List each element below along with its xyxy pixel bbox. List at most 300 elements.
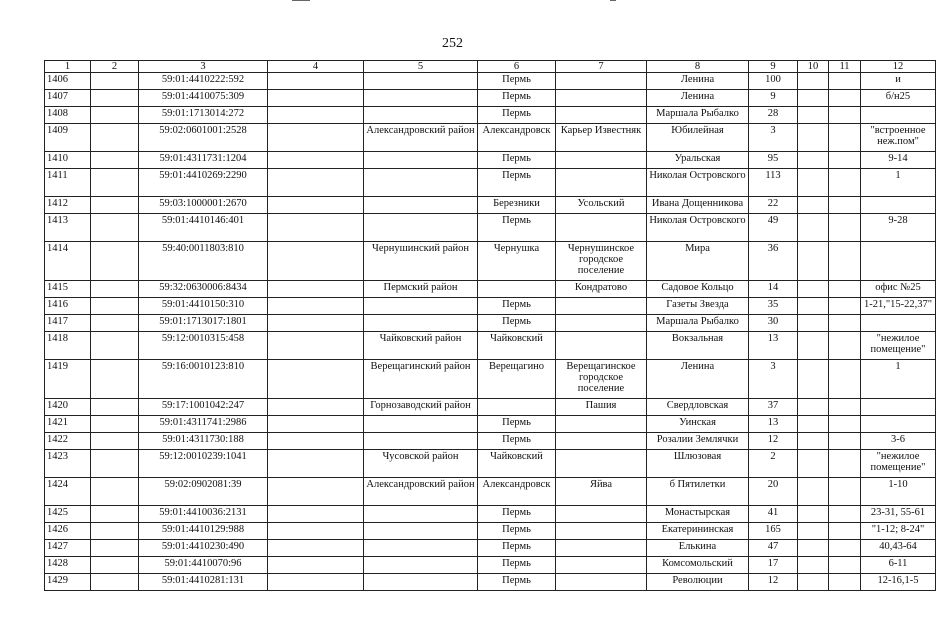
table-cell bbox=[91, 574, 139, 591]
table-cell bbox=[829, 478, 861, 506]
table-cell: 1-10 bbox=[861, 478, 936, 506]
column-header: 5 bbox=[364, 61, 478, 73]
table-cell bbox=[829, 242, 861, 281]
table-cell bbox=[861, 197, 936, 214]
table-cell: 3 bbox=[749, 124, 798, 152]
table-cell: 17 bbox=[749, 557, 798, 574]
table-cell bbox=[91, 152, 139, 169]
table-cell: 1409 bbox=[45, 124, 91, 152]
table-cell bbox=[556, 90, 647, 107]
table-cell: Пермь bbox=[478, 523, 556, 540]
table-cell bbox=[798, 450, 829, 478]
table-cell: Березники bbox=[478, 197, 556, 214]
table-cell bbox=[556, 73, 647, 90]
table-cell: 1407 bbox=[45, 90, 91, 107]
table-cell bbox=[798, 152, 829, 169]
header-row bbox=[45, 61, 936, 73]
table-cell bbox=[364, 433, 478, 450]
table-cell: Чусовской район bbox=[364, 450, 478, 478]
table-cell: 12-16,1-5 bbox=[861, 574, 936, 591]
table-cell: Чернушка bbox=[478, 242, 556, 281]
table-cell: б Пятилетки bbox=[647, 478, 749, 506]
table-cell bbox=[268, 557, 364, 574]
table-cell bbox=[556, 214, 647, 242]
table-cell: 1416 bbox=[45, 298, 91, 315]
table-cell bbox=[268, 197, 364, 214]
table-cell bbox=[91, 107, 139, 124]
table-cell bbox=[91, 124, 139, 152]
table-cell: 1419 bbox=[45, 360, 91, 399]
table-cell: 59:01:4410281:131 bbox=[139, 574, 268, 591]
table-cell bbox=[861, 107, 936, 124]
table-cell: 28 bbox=[749, 107, 798, 124]
table-cell bbox=[798, 124, 829, 152]
table-cell: Екатерининская bbox=[647, 523, 749, 540]
table-cell: Маршала Рыбалко bbox=[647, 315, 749, 332]
table-row bbox=[45, 450, 936, 478]
table-cell bbox=[364, 315, 478, 332]
table-cell: б/н25 bbox=[861, 90, 936, 107]
table-cell: 59:02:0902081:39 bbox=[139, 478, 268, 506]
table-cell: Садовое Кольцо bbox=[647, 281, 749, 298]
table-cell bbox=[91, 506, 139, 523]
table-cell bbox=[364, 540, 478, 557]
table-cell: 20 bbox=[749, 478, 798, 506]
table-row bbox=[45, 478, 936, 506]
table-cell bbox=[91, 540, 139, 557]
table-cell bbox=[829, 281, 861, 298]
column-header: 9 bbox=[749, 61, 798, 73]
table-cell: 59:01:4311730:188 bbox=[139, 433, 268, 450]
table-row bbox=[45, 506, 936, 523]
table-cell bbox=[364, 169, 478, 197]
table-cell bbox=[91, 416, 139, 433]
table-cell: 95 bbox=[749, 152, 798, 169]
table-cell bbox=[798, 506, 829, 523]
table-cell bbox=[268, 281, 364, 298]
table-cell: 6-11 bbox=[861, 557, 936, 574]
table-cell bbox=[556, 298, 647, 315]
table-cell bbox=[829, 124, 861, 152]
table-cell: Верещагино bbox=[478, 360, 556, 399]
table-cell: 59:01:4311741:2986 bbox=[139, 416, 268, 433]
table-cell: Александровский район bbox=[364, 124, 478, 152]
table-cell: Ивана Дощенникова bbox=[647, 197, 749, 214]
table-cell bbox=[798, 214, 829, 242]
table-row bbox=[45, 281, 936, 298]
table-cell bbox=[364, 416, 478, 433]
table-cell: 59:40:0011803:810 bbox=[139, 242, 268, 281]
table-cell bbox=[268, 242, 364, 281]
table-cell bbox=[91, 298, 139, 315]
table-cell bbox=[91, 332, 139, 360]
table-cell bbox=[268, 332, 364, 360]
table-cell: 59:12:0010239:1041 bbox=[139, 450, 268, 478]
table-row bbox=[45, 574, 936, 591]
table-cell bbox=[798, 557, 829, 574]
table-cell: 59:32:0630006:8434 bbox=[139, 281, 268, 298]
table-cell bbox=[91, 433, 139, 450]
table-cell: 59:01:4410269:2290 bbox=[139, 169, 268, 197]
table-cell: 1422 bbox=[45, 433, 91, 450]
table-cell: 1428 bbox=[45, 557, 91, 574]
table-cell bbox=[829, 90, 861, 107]
table-cell bbox=[91, 478, 139, 506]
table-cell bbox=[91, 281, 139, 298]
column-header: 3 bbox=[139, 61, 268, 73]
table-cell bbox=[91, 197, 139, 214]
table-cell bbox=[268, 478, 364, 506]
table-cell: 23-31, 55-61 bbox=[861, 506, 936, 523]
table-cell: 1410 bbox=[45, 152, 91, 169]
table-cell bbox=[829, 214, 861, 242]
table-cell: 59:12:0010315:458 bbox=[139, 332, 268, 360]
table-cell: 113 bbox=[749, 169, 798, 197]
table-cell bbox=[829, 416, 861, 433]
table-cell: 165 bbox=[749, 523, 798, 540]
table-cell: Вокзальная bbox=[647, 332, 749, 360]
table-cell bbox=[798, 242, 829, 281]
table-cell: 14 bbox=[749, 281, 798, 298]
table-row bbox=[45, 214, 936, 242]
table-cell bbox=[829, 315, 861, 332]
table-cell: Пермь bbox=[478, 90, 556, 107]
table-cell: Пермь bbox=[478, 315, 556, 332]
table-cell: Верещагинское городское поселение bbox=[556, 360, 647, 399]
table-cell bbox=[268, 315, 364, 332]
table-cell: Пермь bbox=[478, 557, 556, 574]
table-row bbox=[45, 90, 936, 107]
table-cell bbox=[861, 399, 936, 416]
table-cell bbox=[268, 169, 364, 197]
table-cell: Пермь bbox=[478, 152, 556, 169]
table-cell bbox=[268, 399, 364, 416]
table-cell: Александровск bbox=[478, 478, 556, 506]
table-row bbox=[45, 169, 936, 197]
table-cell: 1 bbox=[861, 360, 936, 399]
table-cell: 9-14 bbox=[861, 152, 936, 169]
table-cell: 2 bbox=[749, 450, 798, 478]
table-cell: 9-28 bbox=[861, 214, 936, 242]
table-cell bbox=[829, 360, 861, 399]
table-cell: Пермь bbox=[478, 416, 556, 433]
table-cell: Карьер Известняк bbox=[556, 124, 647, 152]
table-cell: Пермь bbox=[478, 433, 556, 450]
table-row bbox=[45, 557, 936, 574]
table-cell: 1414 bbox=[45, 242, 91, 281]
table-body bbox=[45, 73, 936, 591]
table-row bbox=[45, 540, 936, 557]
table-cell bbox=[91, 90, 139, 107]
table-cell bbox=[556, 557, 647, 574]
table-cell: Александровский район bbox=[364, 478, 478, 506]
table-cell bbox=[556, 540, 647, 557]
table-cell: 1418 bbox=[45, 332, 91, 360]
table-cell bbox=[91, 557, 139, 574]
table-cell: Чернушинское городское поселение bbox=[556, 242, 647, 281]
table-cell bbox=[556, 107, 647, 124]
table-cell: и bbox=[861, 73, 936, 90]
table-cell: 1408 bbox=[45, 107, 91, 124]
table-cell: 1 bbox=[861, 169, 936, 197]
table-cell: 59:01:1713017:1801 bbox=[139, 315, 268, 332]
table-cell: Пермь bbox=[478, 214, 556, 242]
column-header: 4 bbox=[268, 61, 364, 73]
table-cell bbox=[364, 574, 478, 591]
table-cell bbox=[798, 315, 829, 332]
table-row bbox=[45, 298, 936, 315]
table-cell: Николая Островского bbox=[647, 169, 749, 197]
table-cell bbox=[91, 214, 139, 242]
table-cell: Юбилейная bbox=[647, 124, 749, 152]
table-cell: 1411 bbox=[45, 169, 91, 197]
table-cell bbox=[268, 73, 364, 90]
table-cell bbox=[364, 197, 478, 214]
table-cell: Газеты Звезда bbox=[647, 298, 749, 315]
table-cell: 100 bbox=[749, 73, 798, 90]
table-cell bbox=[556, 416, 647, 433]
table-cell: Маршала Рыбалко bbox=[647, 107, 749, 124]
table-cell: Усольский bbox=[556, 197, 647, 214]
table-cell bbox=[829, 298, 861, 315]
table-cell bbox=[556, 433, 647, 450]
table-cell: 59:01:4410222:592 bbox=[139, 73, 268, 90]
table-cell bbox=[478, 399, 556, 416]
table-cell: 49 bbox=[749, 214, 798, 242]
table-cell: 40,43-64 bbox=[861, 540, 936, 557]
table-cell: 3 bbox=[749, 360, 798, 399]
table-cell: 1421 bbox=[45, 416, 91, 433]
table-cell: 59:01:4410150:310 bbox=[139, 298, 268, 315]
table-row bbox=[45, 360, 936, 399]
table-cell bbox=[556, 152, 647, 169]
table-cell bbox=[829, 523, 861, 540]
table-cell: Шлюзовая bbox=[647, 450, 749, 478]
table-cell: Чайковский bbox=[478, 450, 556, 478]
table-cell bbox=[798, 360, 829, 399]
table-cell bbox=[268, 416, 364, 433]
table-cell bbox=[268, 506, 364, 523]
table-cell bbox=[364, 73, 478, 90]
table-cell bbox=[829, 73, 861, 90]
column-header: 10 bbox=[798, 61, 829, 73]
table-cell: 59:02:0601001:2528 bbox=[139, 124, 268, 152]
table-cell: "1-12; 8-24" bbox=[861, 523, 936, 540]
table-cell bbox=[268, 124, 364, 152]
table-cell bbox=[268, 152, 364, 169]
table-cell bbox=[798, 332, 829, 360]
table-cell: офис №25 bbox=[861, 281, 936, 298]
table-cell: "нежилое помещение" bbox=[861, 450, 936, 478]
table-cell bbox=[268, 574, 364, 591]
table-cell bbox=[268, 214, 364, 242]
table-row bbox=[45, 523, 936, 540]
table-row bbox=[45, 433, 936, 450]
table-cell: Елькина bbox=[647, 540, 749, 557]
table-cell bbox=[798, 298, 829, 315]
table-cell bbox=[364, 107, 478, 124]
table-cell bbox=[829, 399, 861, 416]
column-header: 8 bbox=[647, 61, 749, 73]
table-cell: 1427 bbox=[45, 540, 91, 557]
table-cell bbox=[91, 242, 139, 281]
table-row bbox=[45, 242, 936, 281]
table-cell bbox=[91, 73, 139, 90]
table-cell: Верещагинский район bbox=[364, 360, 478, 399]
table-cell bbox=[798, 416, 829, 433]
table-cell bbox=[556, 332, 647, 360]
table-cell bbox=[798, 478, 829, 506]
table-cell: 59:01:4410146:401 bbox=[139, 214, 268, 242]
table-cell: 1429 bbox=[45, 574, 91, 591]
table-cell bbox=[829, 506, 861, 523]
table-cell bbox=[556, 523, 647, 540]
column-header: 6 bbox=[478, 61, 556, 73]
table-cell bbox=[364, 557, 478, 574]
table-cell: 1424 bbox=[45, 478, 91, 506]
table-cell bbox=[829, 574, 861, 591]
table-cell: Горнозаводский район bbox=[364, 399, 478, 416]
registry-table bbox=[44, 60, 936, 591]
table-row bbox=[45, 332, 936, 360]
table-cell bbox=[861, 315, 936, 332]
table-cell: Пермь bbox=[478, 574, 556, 591]
table-cell bbox=[829, 540, 861, 557]
table-cell: 59:17:1001042:247 bbox=[139, 399, 268, 416]
table-row bbox=[45, 197, 936, 214]
table-cell: Пермь bbox=[478, 506, 556, 523]
table-cell bbox=[91, 399, 139, 416]
table-cell: Ленина bbox=[647, 90, 749, 107]
table-cell: Монастырская bbox=[647, 506, 749, 523]
page-number: 252 bbox=[442, 36, 463, 51]
table-cell bbox=[798, 107, 829, 124]
table-cell bbox=[556, 506, 647, 523]
scan-artifact bbox=[610, 0, 616, 1]
table-cell: Николая Островского bbox=[647, 214, 749, 242]
table-cell: "встроенное неж.пом" bbox=[861, 124, 936, 152]
table-cell bbox=[268, 107, 364, 124]
table-cell: 13 bbox=[749, 416, 798, 433]
column-header: 11 bbox=[829, 61, 861, 73]
table-cell: Свердловская bbox=[647, 399, 749, 416]
table-cell bbox=[861, 242, 936, 281]
table-cell: Пермь bbox=[478, 107, 556, 124]
table-row bbox=[45, 315, 936, 332]
table-cell: Кондратово bbox=[556, 281, 647, 298]
table-cell bbox=[798, 169, 829, 197]
table-cell: 59:03:1000001:2670 bbox=[139, 197, 268, 214]
table-cell bbox=[268, 433, 364, 450]
table-cell bbox=[829, 197, 861, 214]
table-cell: 59:01:4410230:490 bbox=[139, 540, 268, 557]
table-cell bbox=[829, 169, 861, 197]
table-cell bbox=[364, 298, 478, 315]
table-cell: 30 bbox=[749, 315, 798, 332]
table-cell bbox=[268, 298, 364, 315]
table-row bbox=[45, 152, 936, 169]
table-cell: 59:16:0010123:810 bbox=[139, 360, 268, 399]
table-cell: 1425 bbox=[45, 506, 91, 523]
table-cell: Комсомольский bbox=[647, 557, 749, 574]
table-cell bbox=[798, 73, 829, 90]
table-cell: Уинская bbox=[647, 416, 749, 433]
table-cell: 1-21,"15-22,37" bbox=[861, 298, 936, 315]
table-cell: Уральская bbox=[647, 152, 749, 169]
table-cell bbox=[91, 169, 139, 197]
column-header: 7 bbox=[556, 61, 647, 73]
table-row bbox=[45, 399, 936, 416]
table-cell: 1412 bbox=[45, 197, 91, 214]
table-cell: 12 bbox=[749, 574, 798, 591]
table-cell bbox=[829, 557, 861, 574]
table-cell: Пермь bbox=[478, 169, 556, 197]
table-cell: 59:01:4311731:1204 bbox=[139, 152, 268, 169]
table-cell: 37 bbox=[749, 399, 798, 416]
table-cell bbox=[798, 433, 829, 450]
table-cell: 22 bbox=[749, 197, 798, 214]
table-cell: Чайковский bbox=[478, 332, 556, 360]
table-cell: 59:01:1713014:272 bbox=[139, 107, 268, 124]
table-cell bbox=[798, 281, 829, 298]
table-cell bbox=[798, 90, 829, 107]
table-cell: 41 bbox=[749, 506, 798, 523]
table-cell: Чайковский район bbox=[364, 332, 478, 360]
table-cell bbox=[268, 90, 364, 107]
table-cell bbox=[364, 152, 478, 169]
table-cell bbox=[268, 450, 364, 478]
table-cell bbox=[91, 360, 139, 399]
table-cell: Пермский район bbox=[364, 281, 478, 298]
table-cell bbox=[268, 523, 364, 540]
table-cell: Мира bbox=[647, 242, 749, 281]
table-row bbox=[45, 124, 936, 152]
table-cell bbox=[556, 315, 647, 332]
table-cell: 1417 bbox=[45, 315, 91, 332]
table-cell bbox=[829, 433, 861, 450]
table-cell: Яйва bbox=[556, 478, 647, 506]
table-cell: "нежилое помещение" bbox=[861, 332, 936, 360]
table-cell bbox=[798, 197, 829, 214]
table-cell bbox=[364, 90, 478, 107]
table-cell: Александровск bbox=[478, 124, 556, 152]
table-cell bbox=[798, 540, 829, 557]
table-cell bbox=[268, 540, 364, 557]
table-cell bbox=[829, 152, 861, 169]
table-cell bbox=[556, 169, 647, 197]
table-cell bbox=[798, 399, 829, 416]
table-cell: 1406 bbox=[45, 73, 91, 90]
table-cell: 12 bbox=[749, 433, 798, 450]
table-cell: Чернушинский район bbox=[364, 242, 478, 281]
table-cell bbox=[91, 315, 139, 332]
table-cell: 1426 bbox=[45, 523, 91, 540]
table-cell bbox=[268, 360, 364, 399]
table-cell bbox=[91, 523, 139, 540]
table-cell: 1420 bbox=[45, 399, 91, 416]
table-cell: 47 bbox=[749, 540, 798, 557]
table-cell: 36 bbox=[749, 242, 798, 281]
table-cell: Ленина bbox=[647, 360, 749, 399]
table-cell: 59:01:4410075:309 bbox=[139, 90, 268, 107]
table-cell bbox=[364, 214, 478, 242]
table-cell bbox=[91, 450, 139, 478]
scan-artifact bbox=[292, 0, 310, 1]
table-cell: 1415 bbox=[45, 281, 91, 298]
table-cell: 35 bbox=[749, 298, 798, 315]
table-cell bbox=[861, 416, 936, 433]
table-cell: Пермь bbox=[478, 540, 556, 557]
